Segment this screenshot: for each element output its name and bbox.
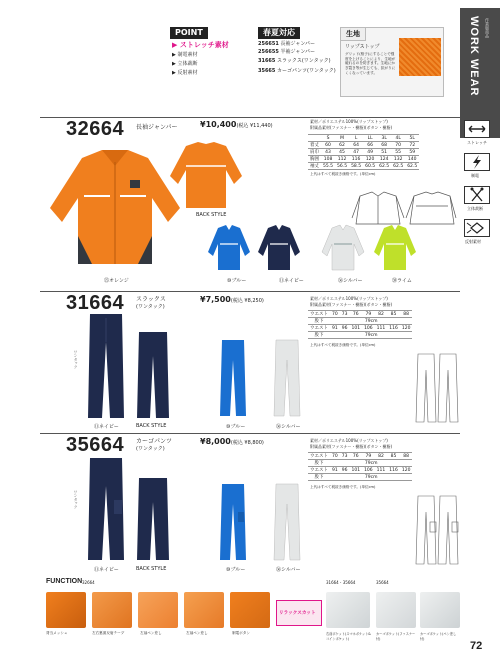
cargo-navy-front [84,456,128,564]
reflective-icon [464,219,490,237]
point-label: POINT [170,27,208,39]
product-fastener: 附属品素材(ファスナー・樹脂)(ボタン・樹脂) [310,444,393,449]
fabric-name: リップストップ [345,44,380,50]
function-photo [326,592,370,628]
3d-cut-icon [464,186,490,204]
color-label: ⑪ネイビー [279,278,304,284]
size-note: 上代はすべて税抜き価格です。(単位cm) [310,172,376,176]
function-caption: 背当メッシュ [46,631,68,635]
color-label: ㊱シルバー [276,424,301,430]
category-title: WORK WEAR [468,16,480,97]
function-photo [230,592,270,628]
slacks-navy-back [134,330,172,422]
color-label: ⑪ネイビー [94,424,119,430]
product-material: 素材／ポリエステル100%(リップストップ) [310,119,388,124]
side-label: ワンタック [74,350,79,369]
relax-cut-badge [276,600,322,626]
function-caption: 右前ポケット(スマホポケット&コインポケット) [326,632,371,641]
function-code-pants: 31664・35664 [326,580,356,585]
color-label: ⑩ブルー [226,567,246,573]
jacket-lime [372,222,418,272]
side-label: ワンタック [74,490,79,509]
jacket-back-orange [168,136,244,212]
product-code: 32664 [66,118,125,140]
category-subtitle: 作業服商品 [485,18,490,38]
back-style-label: BACK STYLE [196,212,227,218]
function-label: FUNCTION [46,578,83,585]
color-label: ㊱シルバー [338,278,363,284]
function-photo [92,592,132,628]
product-material: 素材／ポリエステル100%(リップストップ) [310,296,388,301]
color-label: ㊳ライム [392,278,412,284]
function-caption: 左袖ペン差し [140,631,162,635]
function-caption: カーゴポケット(ファスナー付) [376,632,416,641]
size-table: S M L LL 3L 4L 5L 着丈 60 62 64 66 68 70 72 肩巾 43 45 47 49 51 55 59 胸囲 108 112 116 120 124 132 140 袖丈 55.5 56.5 58.5 60.5 62.5 62.5 62.5 [310,135,418,169]
feature-label-reflective: 反射素材 [465,239,481,244]
color-label: ⑪ネイビー [94,567,119,573]
function-photo [184,592,224,628]
product-fastener: 附属品素材(ファスナー・樹脂)(ボタン・樹脂) [310,302,393,307]
function-code: 32664 [82,580,95,585]
color-label: ㊱シルバー [276,567,301,573]
function-photo [138,592,178,628]
product-code: 31664 [66,292,125,314]
point-item-stretch: ▶ ストレッチ素材 [172,41,229,49]
color-label: ⑩ブルー [226,424,246,430]
color-label: ㉕オレンジ [104,278,129,284]
cargo-silver [272,482,302,564]
function-caption: 左袖ペン差し [186,631,208,635]
antistatic-icon [464,153,490,171]
fabric-label: 生地 [341,28,366,41]
product-name: 長袖ジャンパー [136,124,178,131]
point-item-antistatic: ▶ 制電素材 [172,51,198,58]
cargo-line-drawing [414,492,460,568]
cargo-blue [218,482,248,564]
relax-cut-text: リラックスカット [279,611,316,616]
back-style-label: BACK STYLE [136,423,167,429]
fabric-swatch [399,38,441,76]
function-caption: カーゴポケット(ペン差し付) [420,632,457,641]
season-label: 春夏対応 [258,27,300,39]
point-item-reflective: ▶ 反射素材 [172,70,198,77]
color-label: ⑩ブルー [227,278,247,284]
product-fastener: 附属品素材(ファスナー・樹脂)(ボタン・樹脂) [310,125,393,130]
size-note: 上代はすべて税抜き価格です。(単位cm) [310,343,376,347]
size-table: ウエスト 70 73 76 79 82 85 88 股下 79cm ウエスト 91 96 101 106 111 116 120 股下 79cm [310,311,411,338]
point-list [172,41,229,77]
season-list: 256651 長袖ジャンパー 256655 半袖ジャンパー 31665 スラックス(ワンタック) 35665 カーゴパンツ(ワンタック) [258,41,336,74]
product-price: ¥10,400(税込 ¥11,440) [200,120,273,129]
back-style-label: BACK STYLE [136,566,167,572]
function-photo [376,592,416,628]
function-photo [46,592,86,628]
product-code: 35664 [66,434,125,456]
size-table: ウエスト 70 73 76 79 82 85 88 股下 79cm ウエスト 91 96 101 106 111 116 120 股下 79cm [310,453,411,480]
slacks-blue [218,338,248,420]
size-note: 上代はすべて税抜き価格です。(単位cm) [310,485,376,489]
product-name-sub: (ワンタック) [136,304,165,310]
category-sidebar [460,8,500,138]
slacks-navy-front [84,312,128,422]
jacket-navy [256,222,302,272]
feature-label-antistatic: 制電 [471,173,479,178]
cargo-navy-back [134,476,172,564]
product-material: 素材／ポリエステル100%(リップストップ) [310,438,388,443]
jacket-silver [320,222,366,272]
function-caption: 制電ボタン [232,631,250,635]
function-code-cargo: 35664 [376,580,389,585]
point-item-3dcut: ▶ 立体裁断 [172,61,198,67]
product-name: スラックス [136,296,166,303]
function-photo [420,592,460,628]
feature-label-3dcut: 立体裁断 [467,206,483,211]
fabric-box [340,27,444,97]
stretch-icon [464,120,490,138]
product-price: ¥7,500(税込 ¥8,250) [200,295,264,304]
jacket-blue [206,222,252,272]
product-price: ¥8,000(税込 ¥8,800) [200,437,264,446]
product-name-sub: (ワンタック) [136,446,165,452]
product-name: カーゴパンツ [136,438,173,445]
slacks-silver [272,338,302,420]
fabric-desc: グリッド(格子)にすることで強度を上げることにより、生地が破れるのを防ぎます。生地にかぎ裂き等が生じても、拡がりにくくなっています。 [345,52,396,75]
feature-label-stretch: ストレッチ [467,140,487,145]
slacks-line-drawing [414,350,460,426]
page-number: 72 [470,640,483,652]
function-caption: 左右裏面反射テープ [92,631,125,635]
